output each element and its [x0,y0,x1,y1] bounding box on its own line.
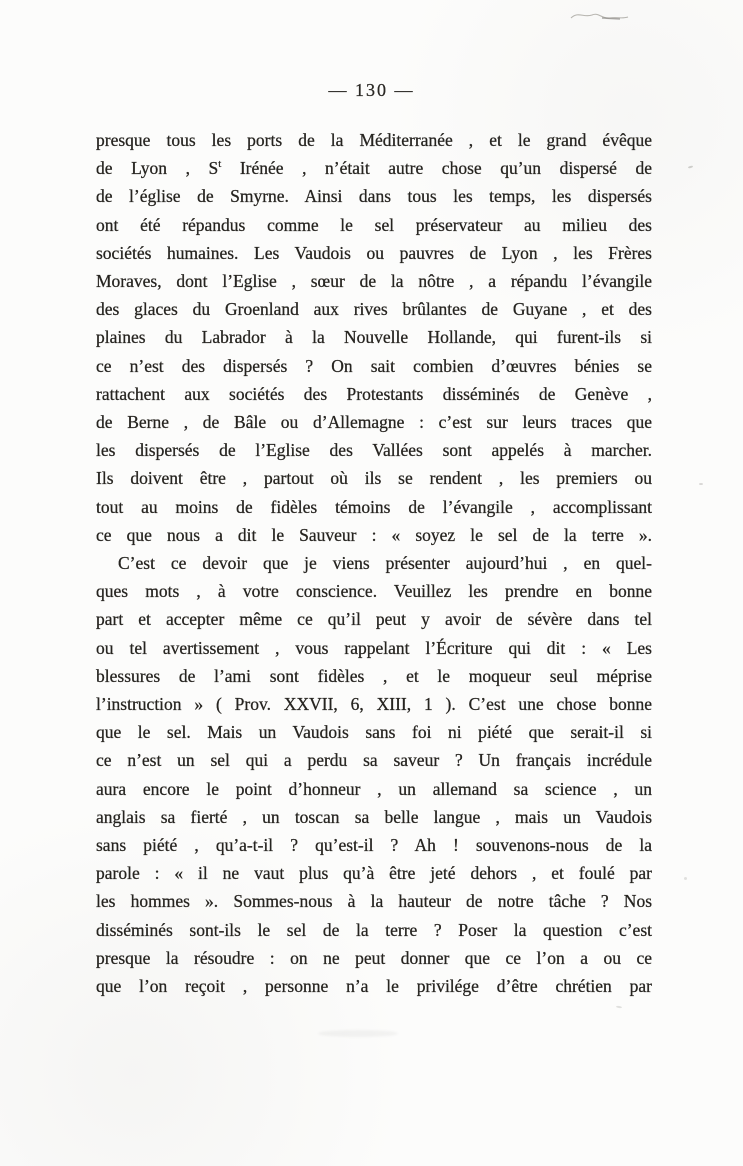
text-line: de l’église de Smyrne. Ainsi dans tous les temps, les dispersés [96,186,652,207]
text-line: ou tel avertissement , vous rappelant l’Écriture qui dit : « Les [96,637,652,658]
line-segment: de Lyon , S [96,158,219,179]
scan-artifact-squiggle [568,5,632,27]
text-line: ont été répandus comme le sel préservateur au milieu des [96,214,652,235]
text-line: de Berne , de Bâle ou d’Allemagne : c’est sur leurs traces que [96,412,652,433]
scan-artifact-fleck [688,165,693,168]
text-line: ce n’est un sel qui a perdu sa saveur ? Un français incrédule [96,750,652,771]
text-line: sociétés humaines. Les Vaudois ou pauvres de Lyon , les Frères [96,242,652,263]
text-line: parole : « il ne vaut plus qu’à être jeté dehors , et foulé par [96,863,652,884]
text-line: les hommes ». Sommes-nous à la hauteur de notre tâche ? Nos [96,891,652,912]
text-line: l’instruction » ( Prov. XXVII, 6, XIII, 1 ). C’est une chose bonne [96,694,652,715]
text-line: sans piété , qu’a-t-il ? qu’est-il ? Ah ! souvenons-nous de la [96,835,652,856]
text-line: Moraves, dont l’Eglise , sœur de la nôtre , a répandu l’évangile [96,271,652,292]
text-line: ce n’est des dispersés ? On sait combien d’œuvres bénies se [96,355,652,376]
text-line: blessures de l’ami sont fidèles , et le moqueur seul méprise [96,665,652,686]
text-line: part et accepter même ce qu’il peut y avoir de sévère dans tel [96,609,652,630]
text-line: ce que nous a dit le Sauveur : « soyez le sel de la terre ». [96,524,652,545]
text-line: des glaces du Groenland aux rives brûlantes de Guyane , et des [96,299,652,320]
line-segment: Irénée , n’était autre chose qu’un dispersé de [221,158,652,179]
scan-artifact-fleck [699,483,703,485]
text-line: rattachent aux sociétés des Protestants disséminés de Genève , [96,383,652,404]
text-block [96,126,652,1000]
text-line: anglais sa fierté , un toscan sa belle langue , mais un Vaudois [96,806,652,827]
scan-artifact-fleck [684,877,687,880]
page-number: — 130 — [328,80,415,100]
text-line: que l’on reçoit , personne n’a le privilége d’être chrétien par [96,976,652,997]
scan-artifact-smudge [318,1030,398,1037]
text-line: Ils doivent être , partout où ils se rendent , les premiers ou [96,468,652,489]
scan-artifact-fleck [616,1006,622,1009]
text-line: les dispersés de l’Eglise des Vallées sont appelés à marcher. [96,440,652,461]
text-line [96,154,652,182]
text-line: C’est ce devoir que je viens présenter aujourd’hui , en quel- [118,553,652,574]
text-line: tout au moins de fidèles témoins de l’évangile , accomplissant [96,496,652,517]
superscript-abbreviation: t [218,158,222,171]
text-line: plaines du Labrador à la Nouvelle Hollande, qui furent-ils si [96,327,652,348]
text-line: que le sel. Mais un Vaudois sans foi ni piété que serait-il si [96,722,652,743]
text-line: presque tous les ports de la Méditerranée , et le grand évêque [96,130,652,150]
text-line: aura encore le point d’honneur , un allemand sa science , un [96,778,652,799]
text-line: ques mots , à votre conscience. Veuillez les prendre en bonne [96,581,652,602]
text-line: disséminés sont-ils le sel de la terre ? Poser la question c’est [96,919,652,940]
text-line: presque la résoudre : on ne peut donner que ce l’on a ou ce [96,947,652,968]
